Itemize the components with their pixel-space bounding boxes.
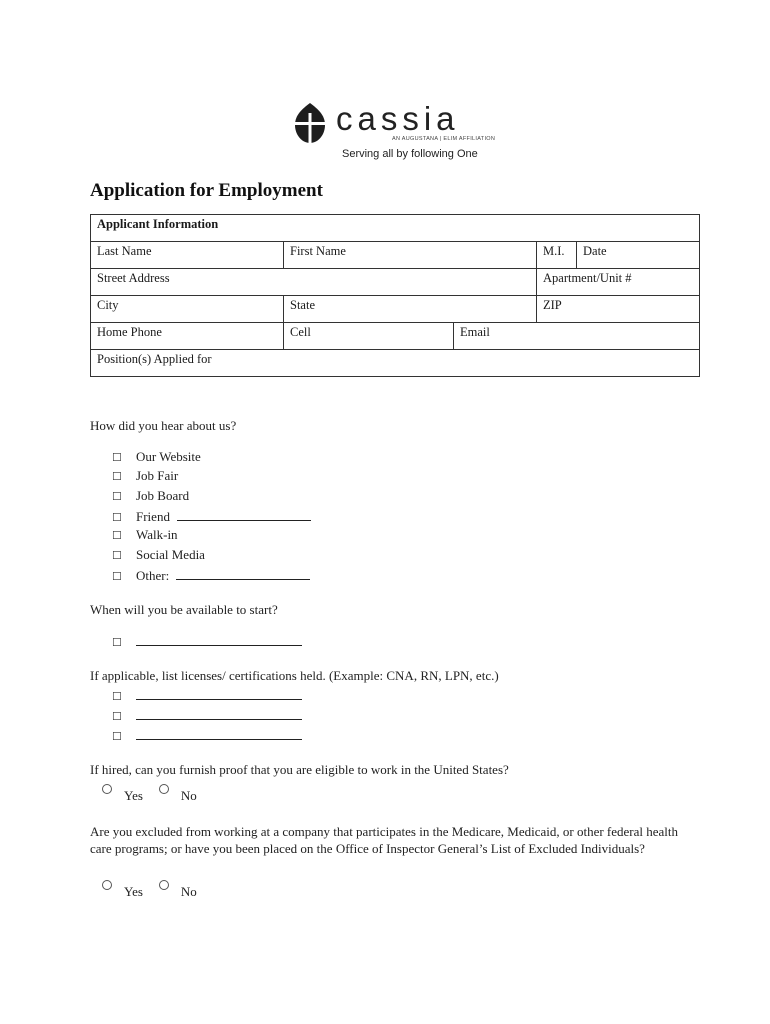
- checkbox-icon[interactable]: ☐: [112, 711, 122, 723]
- option-label: Job Board: [136, 488, 190, 503]
- cassia-logo: [292, 99, 496, 165]
- excluded-no-radio[interactable]: [159, 880, 169, 890]
- eligibility-question: If hired, can you furnish proof that you are eligible to work in the United States?: [90, 762, 509, 777]
- checkbox-icon[interactable]: ☐: [112, 571, 122, 583]
- availability-line[interactable]: [136, 633, 302, 646]
- license-line-2[interactable]: [136, 707, 302, 720]
- date-field[interactable]: Date: [577, 242, 700, 269]
- state-field[interactable]: State: [284, 296, 537, 323]
- checkbox-icon[interactable]: ☐: [112, 637, 122, 649]
- hear-option-website[interactable]: [112, 449, 201, 465]
- cassia-leaf-cross-icon: [292, 101, 328, 145]
- city-field[interactable]: City: [91, 296, 284, 323]
- availability-question: When will you be available to start?: [90, 602, 278, 617]
- street-address-field[interactable]: Street Address: [91, 269, 537, 296]
- option-label: Other:: [136, 568, 170, 583]
- option-label: Social Media: [136, 547, 205, 562]
- checkbox-icon[interactable]: ☐: [112, 491, 122, 503]
- hear-option-job-fair[interactable]: [112, 468, 178, 484]
- licenses-question: If applicable, list licenses/ certifications held. (Example: CNA, RN, LPN, etc.): [90, 668, 499, 683]
- first-name-field[interactable]: First Name: [284, 242, 537, 269]
- excluded-question: Are you excluded from working at a company that participates in the Medicare, Medicaid, or other federal health care programs; or have you been placed on the Office of Inspector General’s List of Excluded Individuals?: [90, 824, 679, 856]
- option-label: Friend: [136, 509, 170, 524]
- license-entry-1[interactable]: [112, 687, 302, 704]
- cell-field[interactable]: Cell: [284, 323, 454, 350]
- email-field[interactable]: Email: [454, 323, 700, 350]
- last-name-field[interactable]: Last Name: [91, 242, 284, 269]
- option-label: Job Fair: [136, 468, 179, 483]
- availability-entry[interactable]: [112, 633, 302, 650]
- logo-tagline: Serving all by following One: [342, 148, 478, 160]
- logo-wordmark: cassia: [336, 100, 460, 137]
- checkbox-icon[interactable]: ☐: [112, 691, 122, 703]
- license-line-3[interactable]: [136, 727, 302, 740]
- friend-name-line[interactable]: [177, 508, 311, 521]
- logo-affiliation: AN AUGUSTANA | ELIM AFFILIATION: [392, 136, 496, 142]
- page-title: Application for Employment: [90, 180, 323, 201]
- eligibility-no-label: No: [180, 788, 197, 803]
- eligibility-yes-radio[interactable]: [102, 784, 112, 794]
- eligibility-no-radio[interactable]: [159, 784, 169, 794]
- license-entry-2[interactable]: [112, 707, 302, 724]
- hear-option-friend[interactable]: [112, 508, 311, 525]
- license-entry-3[interactable]: [112, 727, 302, 744]
- zip-field[interactable]: ZIP: [537, 296, 700, 323]
- applicant-information-heading: Applicant Information: [91, 215, 700, 242]
- checkbox-icon[interactable]: ☐: [112, 471, 122, 483]
- hear-option-other[interactable]: [112, 567, 310, 584]
- hear-option-walk-in[interactable]: [112, 527, 178, 543]
- positions-applied-field[interactable]: Position(s) Applied for: [91, 350, 700, 377]
- checkbox-icon[interactable]: ☐: [112, 512, 122, 524]
- checkbox-icon[interactable]: ☐: [112, 452, 122, 464]
- eligibility-yes-label: Yes: [124, 788, 143, 803]
- excluded-radio-group: [102, 884, 213, 900]
- other-source-line[interactable]: [176, 567, 310, 580]
- eligibility-radio-group: [102, 788, 213, 804]
- applicant-information-table: [90, 214, 700, 377]
- option-label: Our Website: [136, 449, 201, 464]
- home-phone-field[interactable]: Home Phone: [91, 323, 284, 350]
- hear-option-social-media[interactable]: [112, 547, 205, 563]
- excluded-yes-radio[interactable]: [102, 880, 112, 890]
- apartment-unit-field[interactable]: Apartment/Unit #: [537, 269, 700, 296]
- excluded-no-label: No: [180, 884, 197, 899]
- excluded-yes-label: Yes: [124, 884, 143, 899]
- hear-option-job-board[interactable]: [112, 488, 189, 504]
- option-label: Walk-in: [136, 527, 178, 542]
- checkbox-icon[interactable]: ☐: [112, 550, 122, 562]
- hear-about-question: How did you hear about us?: [90, 418, 237, 433]
- checkbox-icon[interactable]: ☐: [112, 530, 122, 542]
- middle-initial-field[interactable]: M.I.: [537, 242, 577, 269]
- license-line-1[interactable]: [136, 687, 302, 700]
- checkbox-icon[interactable]: ☐: [112, 731, 122, 743]
